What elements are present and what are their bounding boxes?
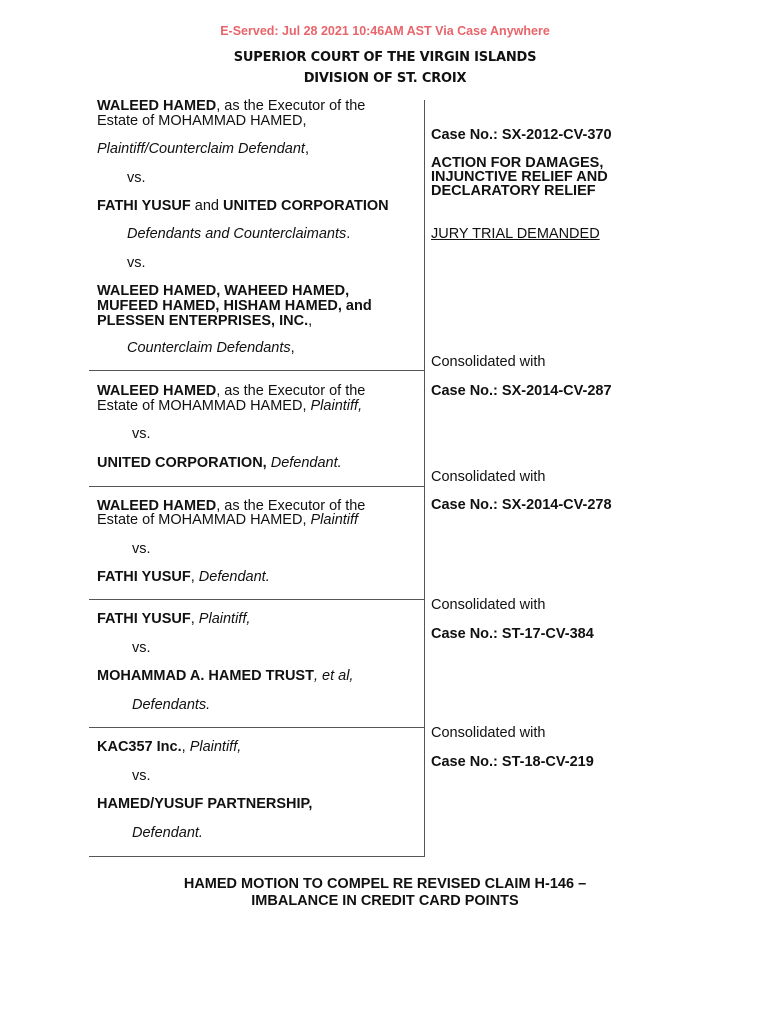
caption1-defendants-role: Defendants and Counterclaimants [127, 226, 347, 242]
caption-divider-4 [89, 727, 424, 728]
consolidated-with-3: Consolidated with [431, 597, 546, 613]
caption2-plaintiff-name: WALEED HAMED [97, 383, 217, 399]
caption1-vs-2: vs. [127, 255, 146, 271]
consolidated-with-4: Consolidated with [431, 725, 546, 741]
caption5-sep: , [181, 739, 190, 755]
caption2-plaintiff-desc: , as the Executor of the [216, 383, 366, 399]
caption3-plaintiff-name: WALEED HAMED [97, 498, 217, 514]
caption1-defendants-role-line [127, 227, 350, 242]
caption1-plaintiff-role: Plaintiff/Counterclaim Defendant [97, 141, 305, 157]
caption2-estate: Estate of MOHAMMAD HAMED, [97, 398, 311, 414]
caption3-sep: , [190, 569, 199, 585]
caption4-etal: , et al, [313, 668, 354, 684]
caption1-estate: Estate of MOHAMMAD HAMED, [97, 113, 307, 129]
caption5-defendant: HAMED/YUSUF PARTNERSHIP, [97, 796, 313, 812]
consolidated-with-2: Consolidated with [431, 469, 546, 485]
caption1-plaintiff-role-comma: , [304, 141, 309, 157]
caption1-plaintiff-desc: , as the Executor of the [216, 98, 366, 114]
eserved-stamp: E-Served: Jul 28 2021 10:46AM AST Via Case Anywhere [220, 24, 550, 38]
caption4-plaintiff-line [97, 612, 250, 627]
caption3-plaintiff-desc: , as the Executor of the [216, 498, 366, 514]
caption1-counter-line-3-tail: , [308, 313, 313, 329]
caption1-counter-line-3 [97, 314, 312, 329]
caption-divider-2 [89, 486, 424, 487]
motion-title-line-2: IMBALANCE IN CREDIT CARD POINTS [251, 893, 519, 909]
jury-trial-demanded: JURY TRIAL DEMANDED [431, 226, 600, 242]
caption4-vs: vs. [132, 640, 151, 656]
caption4-role: Plaintiff, [198, 611, 251, 627]
caption2-defendant: UNITED CORPORATION, [97, 455, 267, 471]
caption5-vs: vs. [132, 768, 151, 784]
caption-divider-1 [89, 370, 424, 371]
caption4-plaintiff-name: FATHI YUSUF [97, 611, 191, 627]
caption1-plaintiff-role-line [97, 142, 309, 157]
caption2-defendant-role: Defendant. [266, 455, 342, 471]
caption3-estate: Estate of MOHAMMAD HAMED, [97, 512, 311, 528]
action-line-1: ACTION FOR DAMAGES, [431, 155, 604, 171]
caption5-role: Plaintiff, [189, 739, 242, 755]
caption1-counter-role-line [127, 341, 295, 356]
caption4-defendant-line [97, 669, 353, 684]
caption-divider-3 [89, 599, 424, 600]
case-number-1: Case No.: SX-2012-CV-370 [431, 127, 612, 143]
caption5-plaintiff-name: KAC357 Inc. [97, 739, 182, 755]
caption3-defendant: FATHI YUSUF [97, 569, 191, 585]
caption3-role: Plaintiff [310, 512, 359, 528]
case-number-4: Case No.: ST-17-CV-384 [431, 626, 594, 642]
caption-divider-5 [89, 856, 424, 857]
caption3-estate-line [97, 513, 358, 528]
caption1-defendants-line [97, 199, 389, 214]
caption3-vs: vs. [132, 541, 151, 557]
caption1-and: and [190, 198, 223, 214]
consolidated-with-1: Consolidated with [431, 354, 546, 370]
caption2-vs: vs. [132, 426, 151, 442]
caption1-counter-line-3-text: PLESSEN ENTERPRISES, INC. [97, 313, 309, 329]
caption4-sep: , [190, 611, 199, 627]
case-number-2: Case No.: SX-2014-CV-287 [431, 383, 612, 399]
caption5-plaintiff-line [97, 740, 241, 755]
caption2-role: Plaintiff, [310, 398, 363, 414]
caption4-defendant: MOHAMMAD A. HAMED TRUST [97, 668, 314, 684]
action-line-2: INJUNCTIVE RELIEF AND [431, 169, 608, 185]
caption2-plaintiff-line [97, 384, 365, 399]
case-number-5: Case No.: ST-18-CV-219 [431, 754, 594, 770]
caption1-counter-line-2: MUFEED HAMED, HISHAM HAMED, and [97, 298, 372, 314]
case-number-3: Case No.: SX-2014-CV-278 [431, 497, 612, 513]
caption1-vs: vs. [127, 170, 146, 186]
action-line-3: DECLARATORY RELIEF [431, 183, 596, 199]
caption2-defendant-line [97, 456, 342, 471]
caption5-defendant-role: Defendant. [132, 825, 203, 841]
motion-title-line-1: HAMED MOTION TO COMPEL RE REVISED CLAIM H-146 – [183, 876, 587, 892]
caption1-defendants-role-period: . [346, 226, 351, 242]
caption1-plaintiff-line [97, 99, 365, 114]
caption1-counter-role: Counterclaim Defendants [127, 340, 291, 356]
caption3-defendant-line [97, 570, 270, 585]
caption2-estate-line [97, 399, 362, 414]
court-name: SUPERIOR COURT OF THE VIRGIN ISLANDS [233, 50, 537, 65]
caption4-defendant-role: Defendants. [132, 697, 211, 713]
caption3-defendant-role: Defendant. [198, 569, 270, 585]
caption-vertical-divider [424, 100, 425, 857]
caption1-plaintiff-name: WALEED HAMED [97, 98, 217, 114]
court-division: DIVISION OF ST. CROIX [303, 71, 467, 86]
caption1-defendant-b: UNITED CORPORATION [222, 198, 389, 214]
caption1-defendant-a: FATHI YUSUF [97, 198, 191, 214]
caption1-counter-line-1: WALEED HAMED, WAHEED HAMED, [97, 283, 350, 299]
caption1-counter-role-comma: , [290, 340, 295, 356]
